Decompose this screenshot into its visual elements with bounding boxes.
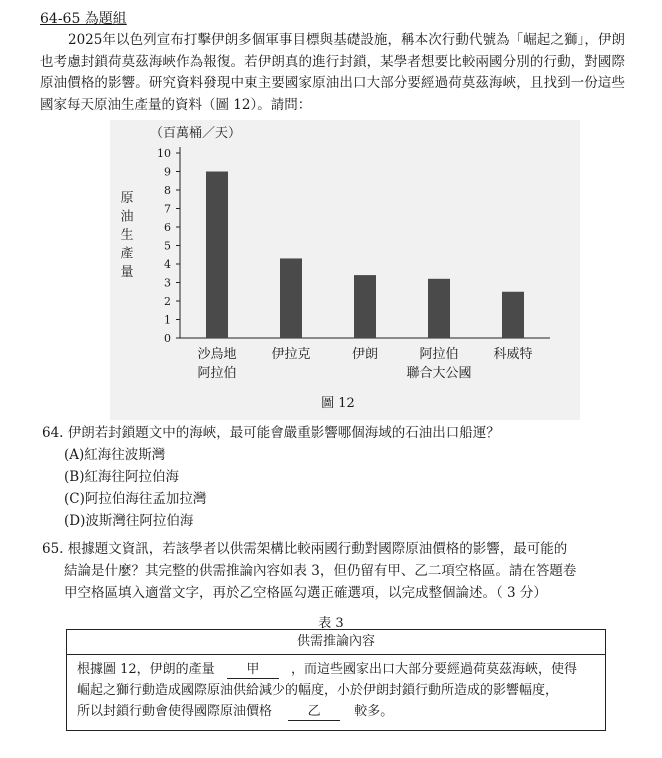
x-tick-label: 聯合大公國 bbox=[406, 366, 472, 381]
bar-chart bbox=[110, 120, 580, 420]
blank-jia[interactable]: 甲 bbox=[227, 662, 279, 679]
bar bbox=[354, 275, 376, 338]
figure-caption: 圖 12 bbox=[321, 396, 355, 411]
table-row-3 bbox=[77, 701, 595, 722]
row1-text-a: 根據圖 12，伊朗的產量 bbox=[77, 662, 215, 677]
chart-ylabel-char: 量 bbox=[120, 265, 134, 280]
y-tick-label: 5 bbox=[164, 239, 171, 253]
intro-paragraph bbox=[40, 30, 625, 116]
table-row-2: 崛起之獅行動造成國際原油供給減少的幅度，小於伊朗封鎖行動所造成的影響幅度， bbox=[77, 683, 559, 698]
section-title: 64-65 為題組 bbox=[40, 11, 127, 27]
y-tick-label: 6 bbox=[164, 221, 171, 234]
y-tick-label: 1 bbox=[164, 313, 171, 327]
row3-text-b: 較多。 bbox=[354, 704, 394, 719]
q64-option-d[interactable]: (D)波斯灣往阿拉伯海 bbox=[64, 513, 194, 529]
bar bbox=[206, 172, 228, 339]
chart-ylabel-char: 油 bbox=[120, 209, 134, 225]
table-title: 表 3 bbox=[318, 616, 344, 631]
x-tick-label: 阿拉伯 bbox=[419, 347, 459, 362]
q64-option-b[interactable]: (B)紅海往阿拉伯海 bbox=[64, 469, 179, 485]
y-tick-label: 0 bbox=[164, 332, 171, 345]
y-tick-label: 3 bbox=[164, 276, 171, 290]
chart-ylabel-char: 原 bbox=[120, 191, 134, 206]
x-tick-label: 伊拉克 bbox=[271, 347, 311, 362]
blank-yi[interactable]: 乙 bbox=[288, 704, 340, 721]
intro-text: 2025年以色列宣布打擊伊朗多個軍事目標與基礎設施，稱本次行動代號為「崛起之獅」，伊朗也考慮封鎖荷莫茲海峽作為報復。若伊朗真的進行封鎖，某學者想要比較兩國分別的行動，對國際原油價格的影響。研究資料發現中東主要國家原油出口大部分要經過荷莫茲海峽，且找到一份這些國家每天原油生產量的資料（圖 12）。請問： bbox=[40, 32, 625, 113]
q64-option-c[interactable]: (C)阿拉伯海往孟加拉灣 bbox=[64, 491, 207, 507]
y-tick-label: 7 bbox=[164, 202, 171, 216]
bar bbox=[280, 258, 302, 338]
q64-option-a[interactable]: (A)紅海往波斯灣 bbox=[64, 447, 166, 463]
q65-line3: 甲空格區填入適當文字，再於乙空格區勾選正確選項，以完成整個論述。（ 3 分） bbox=[64, 585, 547, 601]
q65-line1: 65. 根據題文資訊，若該學者以供需架構比較兩國行動對國際原油價格的影響，最可能的 bbox=[42, 541, 568, 557]
y-tick-label: 8 bbox=[164, 184, 171, 197]
chart-unit-label: （百萬桶／天） bbox=[150, 126, 242, 141]
x-tick-label: 沙烏地 bbox=[197, 347, 237, 362]
chart-svg bbox=[110, 120, 580, 420]
y-tick-label: 10 bbox=[157, 147, 171, 160]
x-tick-label: 阿拉伯 bbox=[197, 366, 237, 381]
x-tick-label: 科威特 bbox=[493, 347, 533, 362]
inference-table bbox=[66, 629, 606, 731]
q65-line2: 結論是什麼？其完整的供需推論內容如表 3，但仍留有甲、乙二項空格區。請在答題卷 bbox=[64, 563, 577, 579]
y-tick-label: 4 bbox=[164, 258, 171, 271]
y-tick-label: 9 bbox=[164, 165, 171, 179]
table-header: 供需推論內容 bbox=[67, 630, 605, 655]
row3-text-a: 所以封鎖行動會使得國際原油價格 bbox=[77, 704, 273, 719]
x-tick-label: 伊朗 bbox=[351, 347, 379, 362]
chart-ylabel-char: 產 bbox=[120, 246, 134, 262]
bar bbox=[428, 279, 450, 338]
chart-ylabel-char: 生 bbox=[120, 228, 134, 243]
bar bbox=[502, 292, 524, 338]
table-body bbox=[67, 655, 605, 722]
y-tick-label: 2 bbox=[164, 295, 171, 308]
q64-stem: 64. 伊朗若封鎖題文中的海峽，最可能會嚴重影響哪個海域的石油出口船運？ bbox=[42, 425, 500, 441]
table-row-1 bbox=[77, 659, 595, 680]
row1-text-b: ，而這些國家出口大部分要經過荷莫茲海峽，使得 bbox=[290, 662, 577, 677]
